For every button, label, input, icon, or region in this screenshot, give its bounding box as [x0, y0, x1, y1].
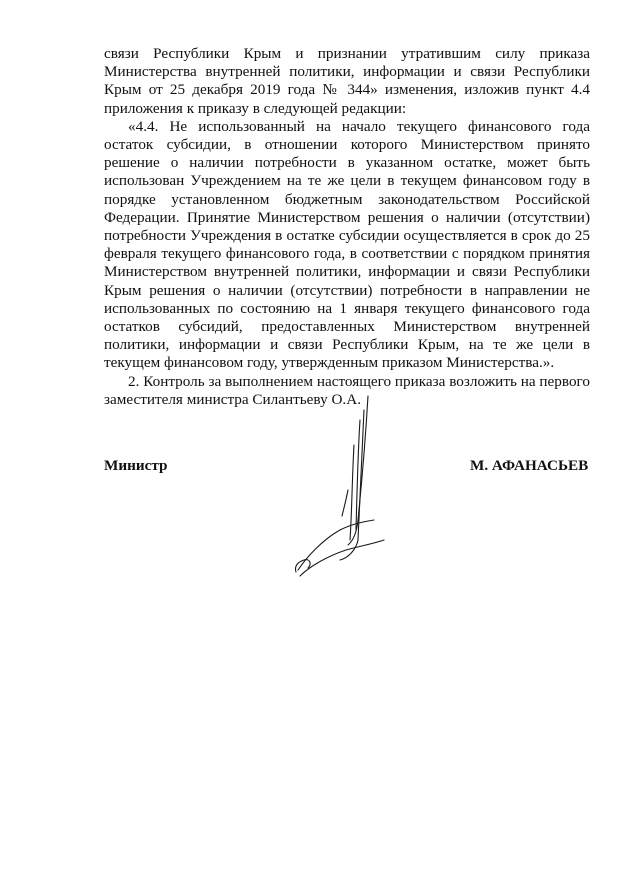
handwritten-signature	[288, 390, 398, 580]
intro-paragraph: связи Республики Крым и признании утратившим силу приказа Министерства внутренней политики, информации и связи Республики Крым от 25 декабря 2019 года № 344» изменения, изложив пункт 4.4 приложения к приказу в следующей редакции:	[104, 45, 590, 117]
amendment-quote-paragraph: «4.4. Не использованный на начало текущего финансового года остаток субсидии, в отношении которого Министерством принято решение о наличии потребности в указанном остатке, может быть использован Учреждением на те же цели в текущем финансовом году в порядке установленном бюджетным законодательством Российской Федерации. Принятие Министерством решения о наличии (отсутствии) потребности Учреждения в остатке субсидии осуществляется в срок до 25 февраля текущего финансового года, в соответствии с порядком принятия Министерством внутренней политики, информации и связи Республики Крым решения о наличии (отсутствии) потребности в направлении не использованных по состоянию на 1 января текущего финансового года остатков субсидий, предоставленных Министерством внутренней политики, информации и связи Республики Крым, на те же цели в текущем финансовом году, утвержденным приказом Министерства.».	[104, 117, 590, 372]
control-paragraph: 2. Контроль за выполнением настоящего приказа возложить на первого заместителя министра Силантьеву О.А.	[104, 372, 590, 408]
document-body	[104, 45, 590, 409]
signatory-position: Министр	[104, 457, 168, 474]
signatory-name: М. АФАНАСЬЕВ	[470, 457, 589, 474]
